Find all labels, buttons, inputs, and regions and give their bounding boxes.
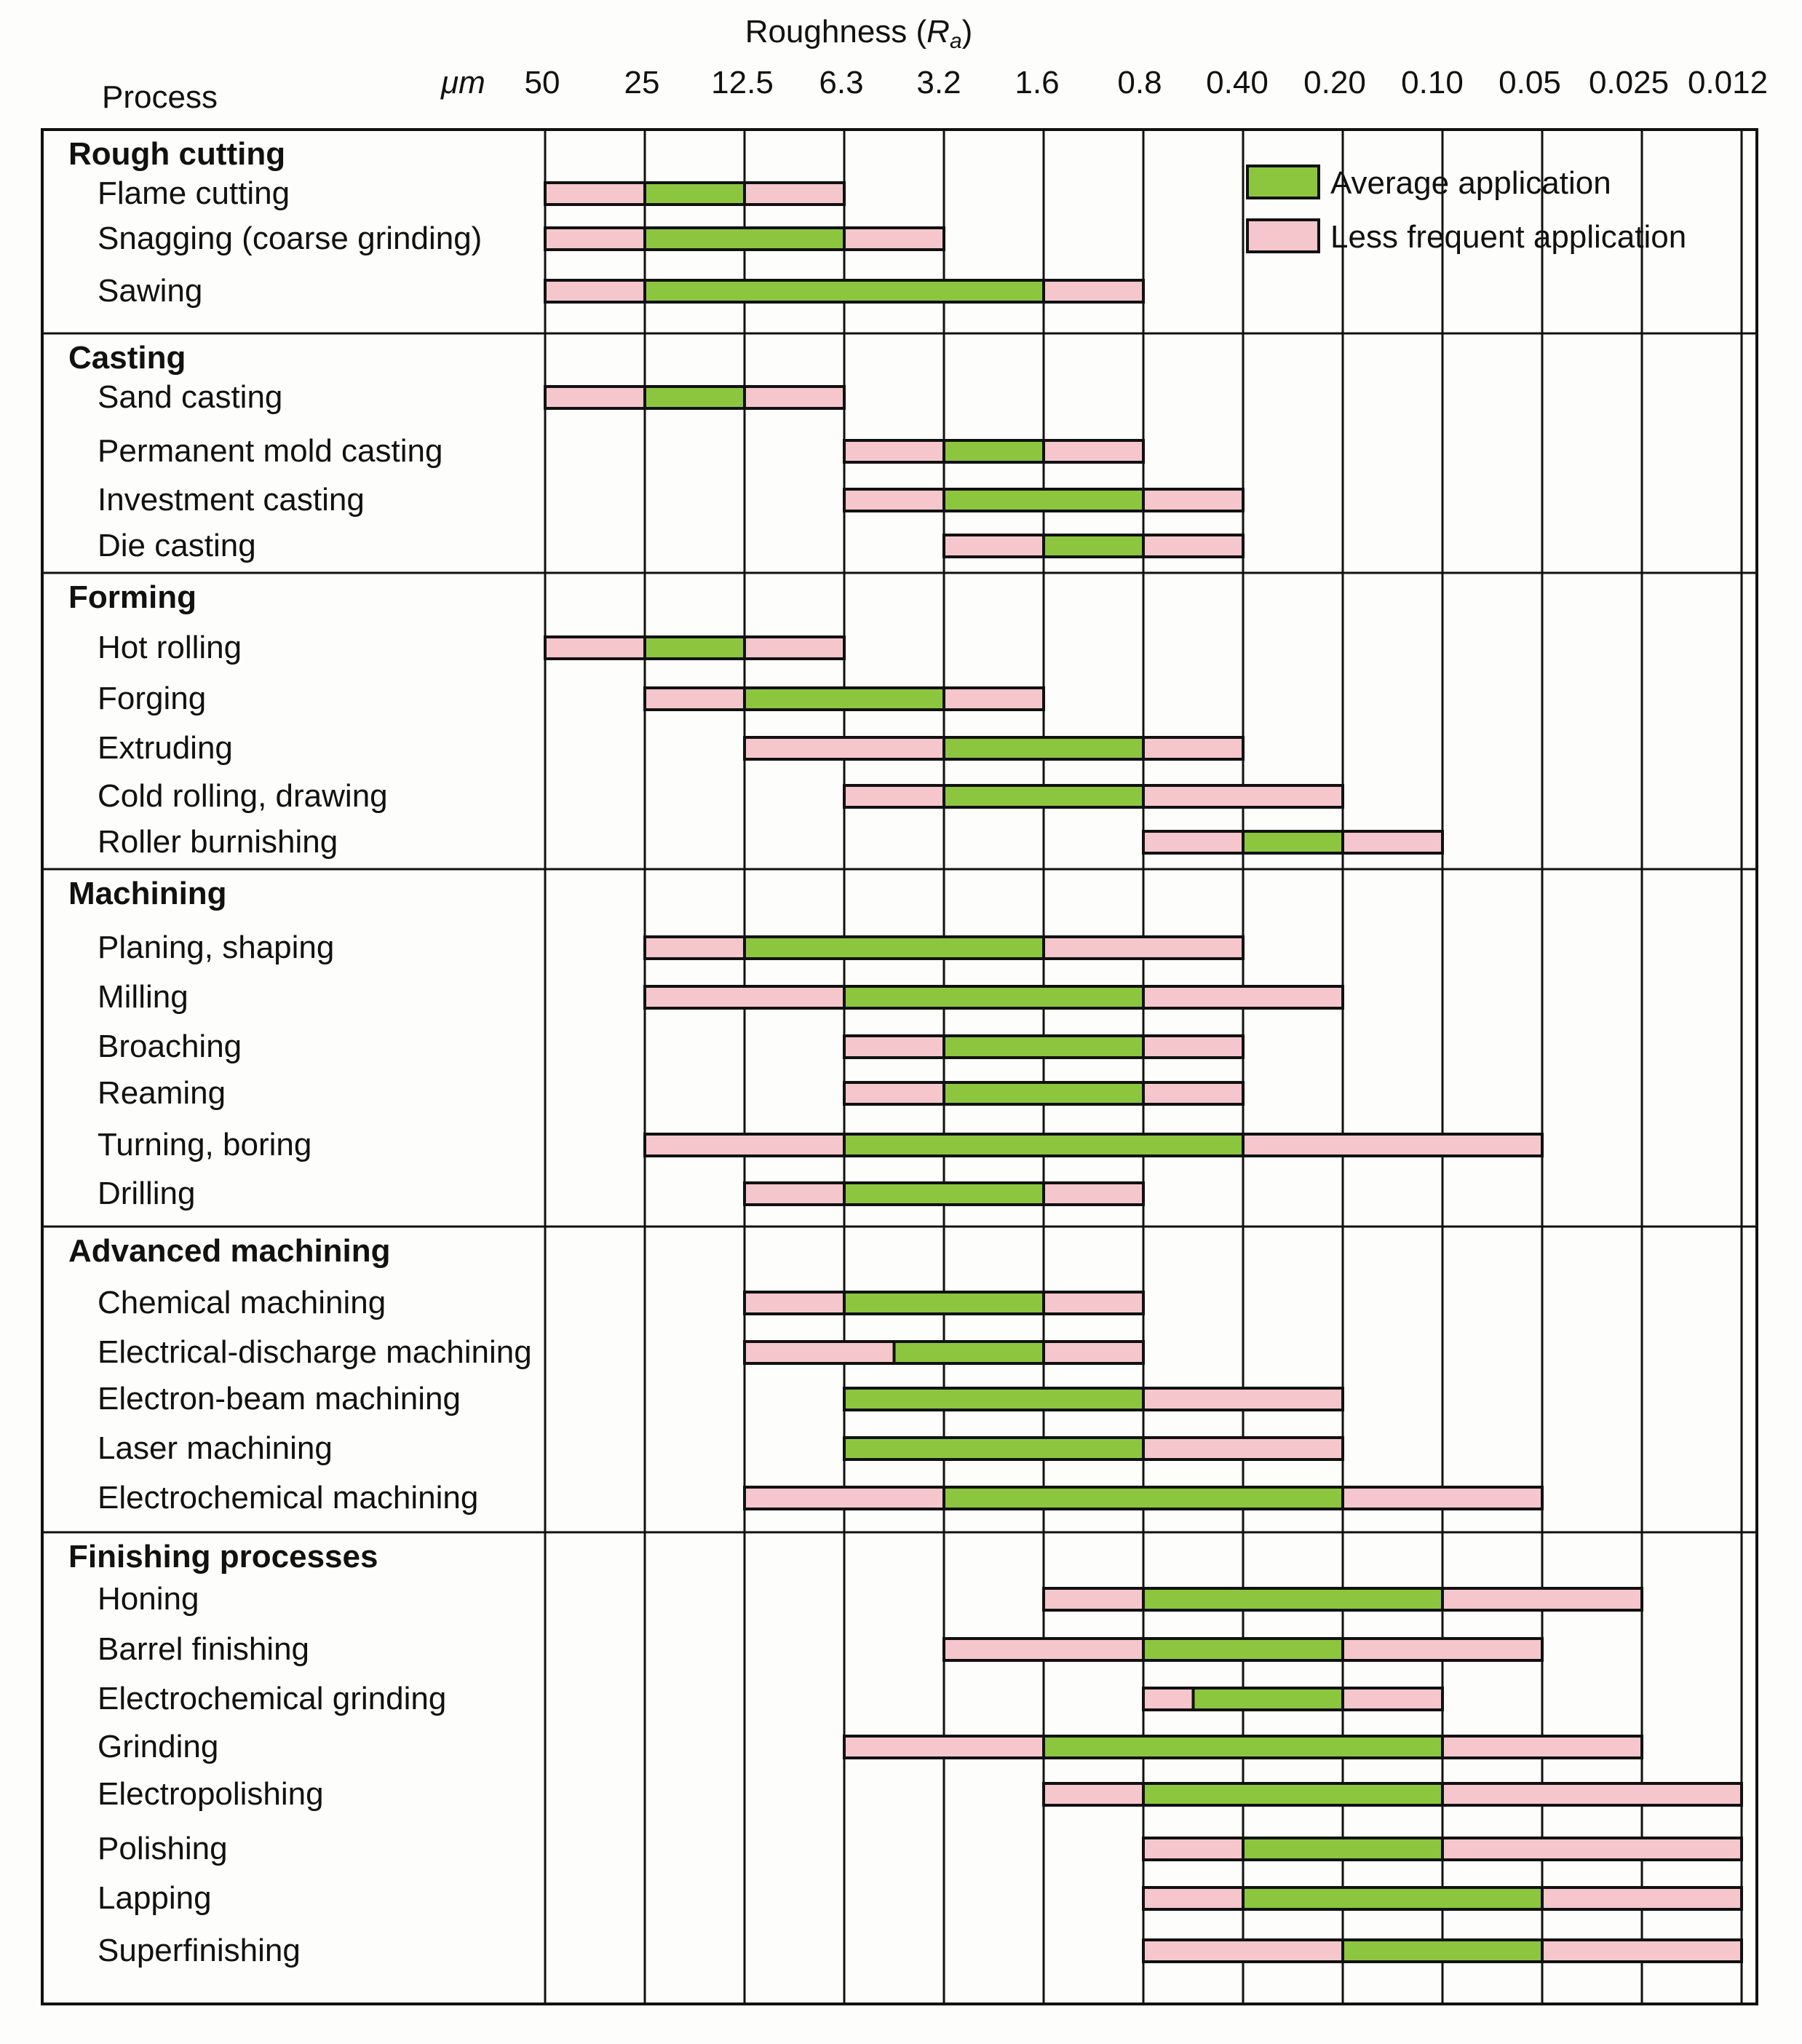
x-tick-label: 12.5 — [711, 65, 774, 100]
process-label: Investment casting — [98, 482, 365, 518]
average-bar — [844, 1292, 1044, 1314]
x-tick-label: 1.6 — [1015, 65, 1060, 100]
process-label: Flame cutting — [98, 175, 290, 211]
process-label: Turning, boring — [98, 1127, 312, 1162]
average-bar — [1143, 1588, 1442, 1610]
average-bar — [944, 1036, 1143, 1058]
chart-frame — [42, 130, 1757, 2004]
process-rows — [68, 136, 1742, 1968]
process-label: Superfinishing — [98, 1933, 301, 1968]
x-tick-label: 0.025 — [1588, 65, 1670, 100]
process-label: Electron-beam machining — [98, 1381, 461, 1417]
process-label: Grinding — [98, 1729, 219, 1764]
unit-label: μm — [441, 65, 485, 100]
legend-average-swatch — [1247, 166, 1319, 198]
x-tick-label: 6.3 — [819, 65, 864, 100]
x-tick-label: 50 — [524, 65, 560, 100]
process-label: Milling — [98, 979, 188, 1015]
average-bar — [1044, 1736, 1442, 1758]
process-header: Process — [102, 79, 218, 115]
x-tick-label: 0.20 — [1303, 65, 1366, 100]
average-bar — [944, 785, 1143, 807]
group-title: Casting — [68, 340, 186, 376]
average-bar — [645, 280, 1044, 302]
process-label: Electrochemical machining — [98, 1480, 479, 1516]
average-bar — [944, 489, 1143, 511]
average-bar — [1143, 1783, 1442, 1805]
x-tick-label: 0.8 — [1117, 65, 1162, 100]
legend — [1247, 165, 1686, 255]
average-bar — [1243, 831, 1343, 853]
process-label: Cold rolling, drawing — [98, 778, 388, 814]
average-bar — [944, 1487, 1343, 1509]
average-bar — [844, 1183, 1044, 1205]
average-bar — [745, 688, 944, 710]
group-title: Rough cutting — [68, 136, 286, 172]
average-bar — [645, 387, 745, 408]
process-label: Polishing — [98, 1831, 228, 1866]
legend-less-swatch — [1247, 220, 1319, 252]
x-tick-label: 0.40 — [1206, 65, 1269, 100]
process-label: Electropolishing — [98, 1776, 324, 1812]
process-label: Broaching — [98, 1029, 242, 1064]
process-label: Sawing — [98, 273, 203, 309]
x-tick-label: 0.012 — [1687, 65, 1769, 100]
process-label: Die casting — [98, 528, 256, 563]
process-label: Laser machining — [98, 1430, 333, 1466]
x-tick-label: 0.05 — [1499, 65, 1561, 100]
average-bar — [1243, 1838, 1442, 1860]
process-label: Extruding — [98, 730, 233, 766]
average-bar — [645, 637, 745, 659]
process-label: Electrical-discharge machining — [98, 1334, 532, 1370]
x-tick-label: 0.10 — [1401, 65, 1464, 100]
x-tick-label: 3.2 — [916, 65, 961, 100]
process-label: Drilling — [98, 1176, 196, 1211]
group-title: Forming — [68, 579, 197, 615]
process-label: Barrel finishing — [98, 1631, 310, 1667]
process-label: Permanent mold casting — [98, 433, 443, 469]
average-bar — [645, 183, 745, 205]
chart-title-sub: a — [949, 29, 962, 53]
average-bar — [844, 986, 1143, 1008]
process-label: Sand casting — [98, 379, 283, 415]
average-bar — [844, 1388, 1143, 1410]
average-bar — [944, 1082, 1143, 1104]
legend-less-label: Less frequent application — [1330, 219, 1687, 255]
average-bar — [894, 1342, 1044, 1363]
chart-title-var: R — [926, 14, 950, 49]
average-bar — [844, 1134, 1243, 1156]
average-bar — [944, 440, 1044, 462]
process-label: Reaming — [98, 1075, 226, 1111]
group-title: Machining — [68, 876, 227, 911]
chart-title — [745, 14, 973, 53]
chart-title-main: Roughness ( — [745, 14, 927, 49]
average-bar — [745, 937, 1044, 959]
process-label: Hot rolling — [98, 630, 242, 665]
x-tick-labels — [525, 65, 1769, 100]
average-bar — [645, 228, 844, 250]
process-label: Roller burnishing — [98, 824, 338, 860]
process-label: Honing — [98, 1581, 199, 1617]
process-label: Snagging (coarse grinding) — [98, 221, 483, 256]
x-tick-label: 25 — [624, 65, 660, 100]
average-bar — [1194, 1688, 1343, 1710]
process-label: Lapping — [98, 1880, 212, 1916]
average-bar — [1243, 1887, 1542, 1909]
average-bar — [1143, 1639, 1343, 1660]
average-bar — [1343, 1940, 1542, 1962]
chart-title-close: ) — [961, 14, 973, 49]
legend-average-label: Average application — [1330, 165, 1611, 201]
process-label: Planing, shaping — [98, 930, 335, 965]
average-bar — [844, 1438, 1143, 1459]
process-label: Forging — [98, 681, 207, 716]
group-title: Finishing processes — [68, 1539, 378, 1574]
average-bar — [1044, 535, 1143, 557]
column-gridlines — [545, 130, 1742, 2004]
average-bar — [944, 737, 1143, 759]
process-label: Chemical machining — [98, 1285, 386, 1320]
group-title: Advanced machining — [68, 1233, 391, 1269]
process-label: Electrochemical grinding — [98, 1681, 447, 1716]
